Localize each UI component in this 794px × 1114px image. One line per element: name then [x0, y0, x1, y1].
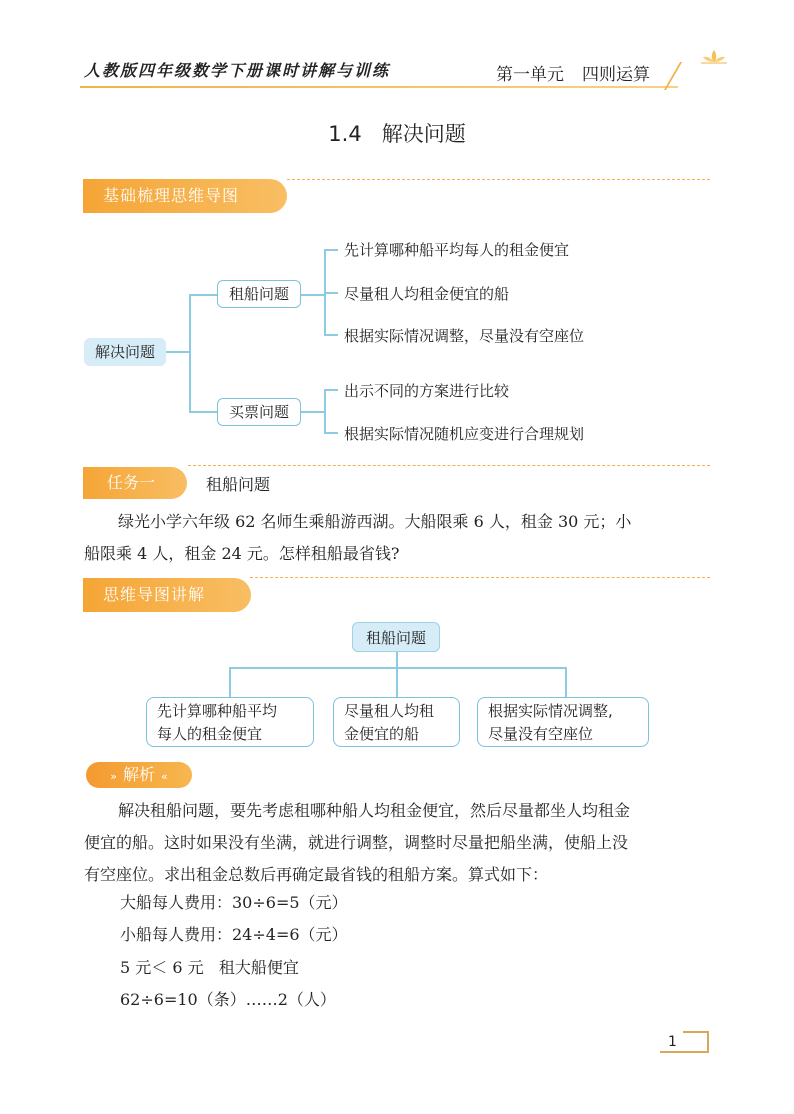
section-divider	[188, 465, 710, 466]
box-line: 金便宜的船	[344, 725, 420, 743]
mindmap2-box	[146, 697, 314, 747]
connector	[396, 652, 398, 668]
mindmap-leaf: 出示不同的方案进行比较	[344, 382, 510, 400]
connector	[229, 667, 231, 697]
connector	[301, 294, 325, 296]
mindmap2-box	[477, 697, 649, 747]
box-line: 先计算哪种船平均	[157, 702, 278, 720]
mindmap-branch-boat: 租船问题	[217, 280, 301, 308]
calc-line: 小船每人费用：24÷4=6（元）	[120, 925, 348, 944]
task-problem-line: 船限乘 4 人，租金 24 元。怎样租船最省钱?	[84, 544, 400, 563]
unit-number: 第一单元	[496, 65, 564, 85]
page-number: 1	[668, 1034, 677, 1050]
page-underline-decoration	[660, 1051, 684, 1053]
connector	[565, 667, 567, 697]
mindmap-root: 解决问题	[84, 338, 166, 366]
connector	[324, 249, 338, 251]
page-corner-decoration	[683, 1031, 709, 1053]
box-line: 根据实际情况调整,	[488, 702, 613, 720]
connector	[324, 334, 338, 336]
connector	[324, 389, 338, 391]
task-label: 任务一	[83, 467, 187, 499]
connector	[189, 294, 218, 296]
task-problem-line: 绿光小学六年级 62 名师生乘船游西湖。大船限乘 6 人，租金 30 元；小	[118, 512, 632, 531]
connector	[324, 389, 326, 433]
mindmap-leaf: 根据实际情况调整，尽量没有空座位	[344, 327, 585, 345]
calc-line: 大船每人费用：30÷6=5（元）	[120, 893, 348, 912]
connector	[396, 667, 398, 697]
calc-line: 62÷6=10（条）……2（人）	[120, 990, 336, 1009]
section-divider	[250, 577, 710, 578]
analysis-label-text: 解析	[122, 765, 155, 784]
mindmap-leaf: 根据实际情况随机应变进行合理规划	[344, 425, 585, 443]
mindmap-leaf: 尽量租人均租金便宜的船	[344, 285, 510, 303]
connector	[229, 667, 566, 669]
analysis-label	[86, 762, 192, 788]
connector	[166, 351, 190, 353]
section-divider	[287, 179, 710, 180]
calc-line: 5 元＜ 6 元 租大船便宜	[120, 958, 299, 977]
connector	[324, 432, 338, 434]
box-line: 尽量没有空座位	[488, 725, 594, 743]
box-line: 每人的租金便宜	[157, 725, 263, 743]
analysis-text-line: 便宜的船。这时如果没有坐满，就进行调整，调整时尽量把船坐满，使船上没	[84, 833, 629, 852]
mindmap-leaf: 先计算哪种船平均每人的租金便宜	[344, 241, 570, 259]
box-line: 尽量租人均租	[344, 702, 435, 720]
unit-name: 四则运算	[582, 65, 650, 85]
mindmap2-root: 租船问题	[352, 622, 440, 652]
book-title: 人教版四年级数学下册课时讲解与训练	[84, 61, 391, 80]
unit-heading	[496, 60, 668, 85]
header-divider	[80, 86, 678, 88]
section-mindmap-basics: 基础梳理思维导图	[83, 179, 287, 213]
connector	[324, 292, 338, 294]
chevron-left-icon: «	[161, 770, 168, 783]
connector	[189, 411, 218, 413]
section-mindmap-explain: 思维导图讲解	[83, 578, 251, 612]
lotus-icon	[700, 48, 728, 64]
chevron-right-icon: »	[110, 770, 117, 783]
mindmap2-box	[333, 697, 460, 747]
analysis-text-line: 解决租船问题，要先考虑租哪种船人均租金便宜，然后尽量都坐人均租金	[118, 801, 631, 820]
connector	[189, 294, 191, 412]
page-title: 1.4 解决问题	[328, 122, 466, 146]
task-title: 租船问题	[206, 475, 271, 494]
analysis-text-line: 有空座位。求出租金总数后再确定最省钱的租船方案。算式如下：	[84, 865, 549, 884]
mindmap-branch-ticket: 买票问题	[217, 398, 301, 426]
connector	[301, 411, 325, 413]
